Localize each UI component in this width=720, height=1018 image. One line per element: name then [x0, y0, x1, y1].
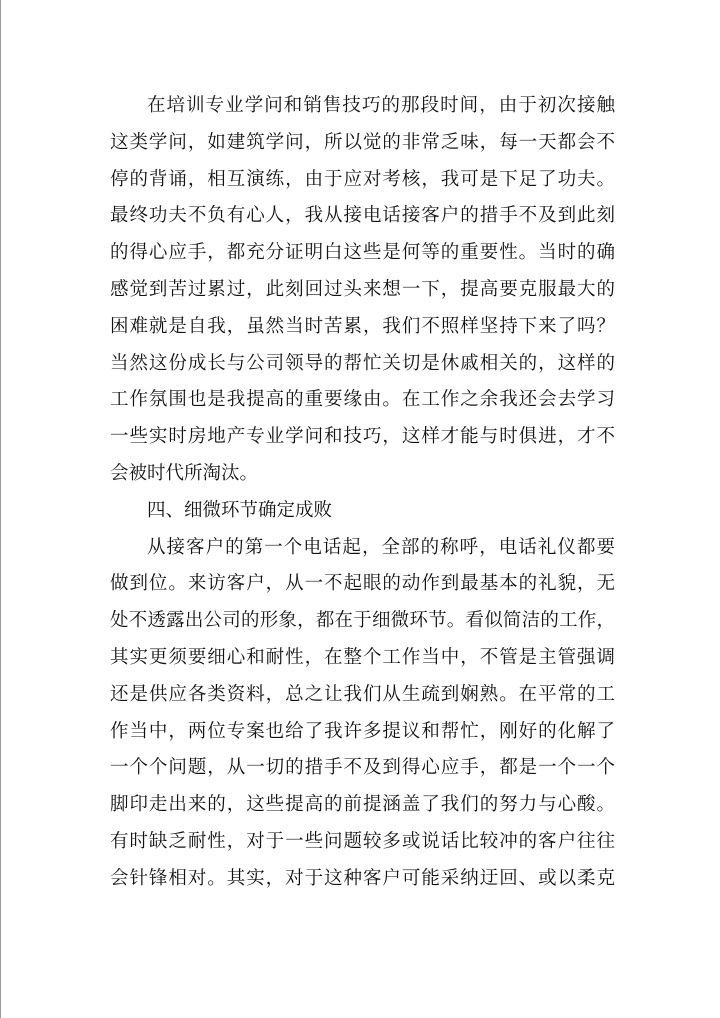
paragraph-line: 在培训专业学问和销售技巧的那段时间，由于初次接触: [147, 95, 615, 116]
paragraph-line: 处不透露出公司的形象，都在于细微环节。看似简洁的工作，: [110, 610, 615, 632]
paragraph-line: 工作氛围也是我提高的重要缘由。在工作之余我还会去学习: [110, 389, 615, 411]
paragraph-line: 其实更须要细心和耐性，在整个工作当中，不管是主管强调: [110, 646, 615, 668]
paragraph-line: 会针锋相对。其实，对于这种客户可能采纳迂回、或以柔克: [110, 867, 615, 889]
paragraph-line: 最终功夫不负有心人，我从接电话接客户的措手不及到此刻: [110, 205, 615, 227]
paragraph-line: 作当中，两位专案也给了我许多提议和帮忙，刚好的化解了: [110, 720, 615, 742]
paragraph-line: 脚印走出来的，这些提高的前提涵盖了我们的努力与心酸。: [110, 794, 615, 816]
paragraph-line: 停的背诵，相互演练，由于应对考核，我可是下足了功夫。: [110, 168, 615, 190]
paragraph-line: 感觉到苦过累过，此刻回过头来想一下，提高要克服最大的: [110, 278, 615, 300]
paragraph-line: 会被时代所淘汰。: [110, 462, 259, 484]
paragraph-line: 当然这份成长与公司领导的帮忙关切是休戚相关的，这样的: [110, 352, 615, 374]
paragraph-line: 有时缺乏耐性，对于一些问题较多或说话比较冲的客户往往: [110, 830, 615, 852]
paragraph-line: 一个个问题，从一切的措手不及到得心应手，都是一个一个: [110, 757, 615, 779]
document-body: [110, 88, 615, 898]
paragraph-line: 困难就是自我，虽然当时苦累，我们不照样坚持下来了吗？: [110, 315, 615, 337]
paragraph-line: 还是供应各类资料，总之让我们从生疏到娴熟。在平常的工: [110, 683, 615, 705]
paragraph-line: 从接客户的第一个电话起，全部的称呼，电话礼仪都要: [147, 536, 615, 558]
section-heading: 四、细微环节确定成败: [147, 499, 333, 521]
page-left-border: [0, 0, 1, 1018]
paragraph-line: 这类学问，如建筑学问，所以觉的非常乏味，每一天都会不: [110, 131, 615, 153]
paragraph-line: 一些实时房地产专业学问和技巧，这样才能与时俱进，才不: [110, 426, 615, 448]
paragraph-line: 做到位。来访客户，从一不起眼的动作到最基本的礼貌，无: [110, 573, 615, 595]
paragraph-line: 的得心应手，都充分证明白这些是何等的重要性。当时的确: [110, 242, 615, 264]
